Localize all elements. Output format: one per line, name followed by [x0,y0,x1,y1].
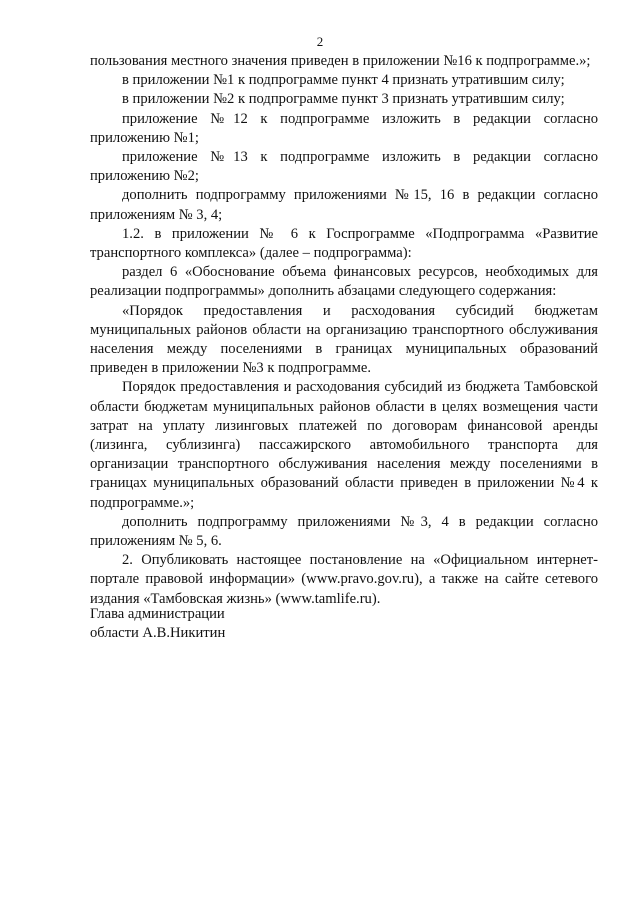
page-number: 2 [316,34,324,49]
paragraph: пользования местного значения приведен в приложении №16 к подпрограмме.»; [90,53,591,69]
paragraph: дополнить подпрограмму приложениями №15, 16 в редакции согласно приложениям № 3, 4; [90,187,598,223]
paragraph: в приложении №2 к подпрограмме пункт 3 признать утратившим силу; [122,91,565,108]
paragraph: приложение №13 к подпрограмме изложить в редакции согласно приложению №2; [90,149,598,185]
paragraph: в приложении №1 к подпрограмме пункт 4 признать утратившим силу; [122,72,565,89]
document-body [90,52,598,609]
paragraph: «Порядок предоставления и расходования субсидий бюджетам муниципальных районов области на организацию транспортного обслуживания населения между поселениями в границах муниципальных образований приведен в приложении №3 к подпрограмме. [90,302,598,377]
signature-block [90,605,225,643]
signature-name: области А.В.Никитин [90,625,226,641]
paragraph: дополнить подпрограмму приложениями №3, 4 в редакции согласно приложениям № 5, 6. [90,513,598,550]
paragraph: Порядок предоставления и расходования субсидий из бюджета Тамбовской области бюджетам муниципальных районов области в целях возмещения части затрат на уплату лизинговых платежей по договорам финансовой аренды (лизинга, сублизинга) пассажирского автомобильного транспорта для организации транспортного обслуживания населения между поселениями в границах муниципальных образований области приведен в приложении №4 к подпрограмме.»; [90,379,598,511]
paragraph: приложение №12 к подпрограмме изложить в редакции согласно приложению №1; [90,110,598,146]
paragraph: 1.2. в приложении № 6 к Госпрограмме «Подпрограмма «Развитие транспортного комплекса» (далее – подпрограмма): [90,225,598,262]
paragraph: раздел 6 «Обоснование объема финансовых ресурсов, необходимых для реализации подпрограммы» дополнить абзацами следующего содержания: [90,264,598,300]
paragraph: 2. Опубликовать настоящее постановление на «Официальном интернет-портале правовой информации» (www.pravo.gov.ru), а также на сайте сетевого издания «Тамбовская жизнь» (www.tamlife.ru). [90,552,598,607]
signature-title: Глава администрации [90,606,225,622]
